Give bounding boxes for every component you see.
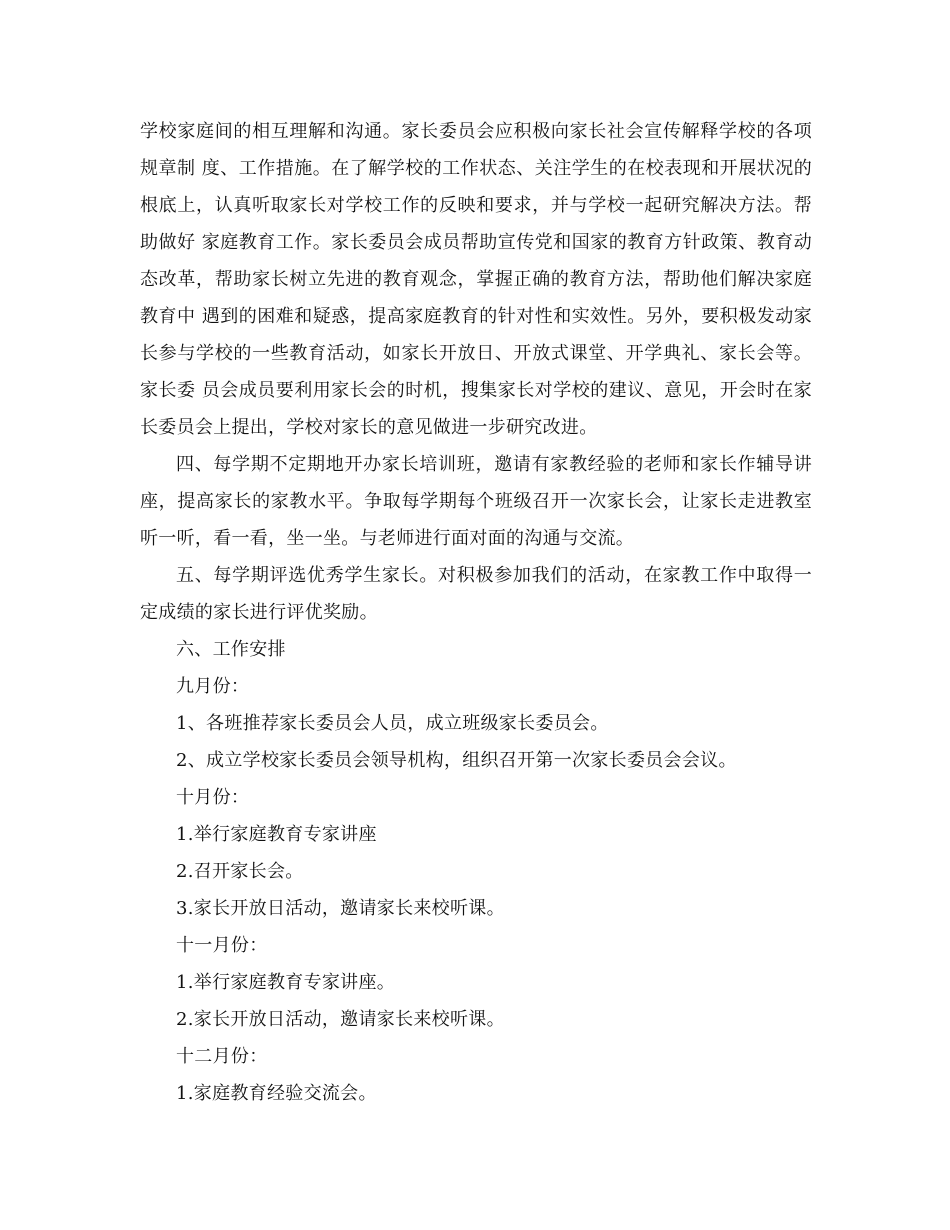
- list-item: 1.举行家庭教育专家讲座。: [176, 972, 396, 993]
- list-item: 1.举行家庭教育专家讲座: [176, 824, 377, 845]
- list-item: 1.家庭教育经验交流会。: [176, 1083, 377, 1104]
- heading-section-six: 六、工作安排: [176, 639, 286, 660]
- month-september: 九月份：: [176, 676, 250, 697]
- paragraph-section-four: 四、每学期不定期地开办家长培训班，邀请有家教经验的老师和家长作辅导讲座，提高家长的家教水平。争取每学期每个班级召开一次家长会，让家长走进教室听一听，看一看，坐一坐。与老师进行面对面的沟通与交流。: [140, 454, 812, 549]
- month-december: 十二月份：: [176, 1046, 268, 1067]
- list-item: 3.家长开放日活动，邀请家长来校听课。: [176, 898, 505, 919]
- paragraph-section-five: 五、每学期评选优秀学生家长。对积极参加我们的活动，在家教工作中取得一定成绩的家长进行评优奖励。: [140, 565, 812, 623]
- document-body: [140, 113, 812, 1112]
- month-october: 十月份：: [176, 787, 250, 808]
- list-item: 2.家长开放日活动，邀请家长来校听课。: [176, 1009, 505, 1030]
- month-november: 十一月份：: [176, 935, 268, 956]
- paragraph-parent-committee-role: 学校家庭间的相互理解和沟通。家长委员会应积极向家长社会宣传解释学校的各项规章制 度、工作措施。在了解学校的工作状态、关注学生的在校表现和开展状况的根底上，认真听取家长对学校工作的反映和要求，并与学校一起研究解决方法。帮助做好 家庭教育工作。家长委员会成员帮助宣传党和国家的教育方针政策、教育动态改革，帮助家长树立先进的教育观念，掌握正确的教育方法，帮助他们解决家庭教育中 遇到的困难和疑惑，提高家庭教育的针对性和实效性。另外，要积极发动家长参与学校的一些教育活动，如家长开放日、开放式课堂、开学典礼、家长会等。家长委 员会成员要利用家长会的时机，搜集家长对学校的建议、意见，开会时在家长委员会上提出，学校对家长的意见做进一步研究改进。: [140, 121, 812, 438]
- list-item: 1、各班推荐家长委员会人员，成立班级家长委员会。: [176, 713, 609, 734]
- list-item: 2、成立学校家长委员会领导机构，组织召开第一次家长委员会会议。: [176, 750, 737, 771]
- list-item: 2.召开家长会。: [176, 861, 304, 882]
